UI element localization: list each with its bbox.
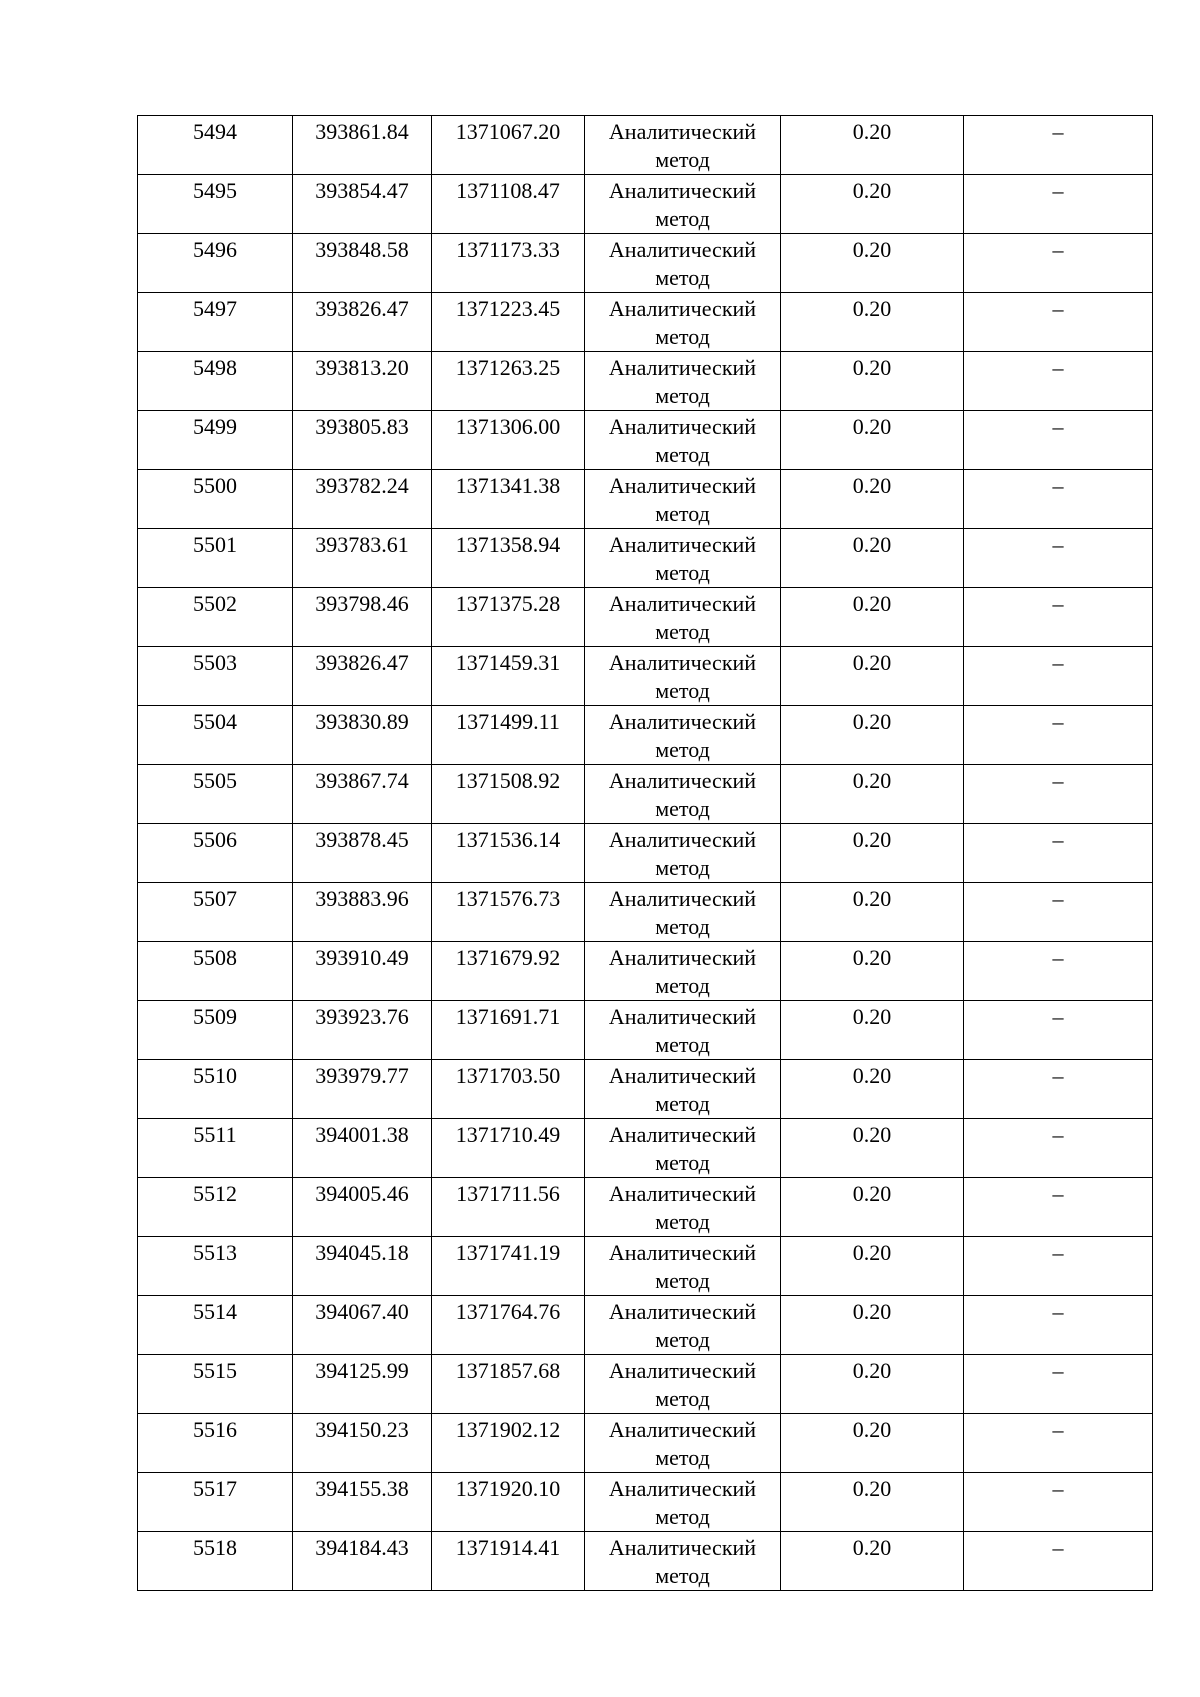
note-cell: –: [964, 824, 1153, 883]
note-cell: –: [964, 1060, 1153, 1119]
method-cell: [585, 1473, 781, 1532]
note-cell: –: [964, 529, 1153, 588]
note-cell: –: [964, 883, 1153, 942]
method-line-1: Аналитический: [608, 1181, 757, 1206]
method-cell: [585, 942, 781, 1001]
x-coordinate-cell: 393805.83: [293, 411, 432, 470]
note-cell: –: [964, 1237, 1153, 1296]
method-line-2: метод: [655, 737, 710, 762]
method-line-1: Аналитический: [608, 119, 757, 144]
method-line-1: Аналитический: [608, 1004, 757, 1029]
note-cell: –: [964, 942, 1153, 1001]
note-cell: –: [964, 234, 1153, 293]
method-line-1: Аналитический: [608, 768, 757, 793]
error-cell: 0.20: [781, 1237, 964, 1296]
x-coordinate-cell: 393782.24: [293, 470, 432, 529]
table-row: [138, 883, 1153, 942]
table-row: [138, 470, 1153, 529]
error-cell: 0.20: [781, 529, 964, 588]
method-line-2: метод: [655, 1209, 710, 1234]
method-cell: [585, 883, 781, 942]
note-cell: –: [964, 588, 1153, 647]
method-cell: [585, 411, 781, 470]
table-row: [138, 1532, 1153, 1591]
method-line-1: Аналитический: [608, 532, 757, 557]
y-coordinate-cell: 1371902.12: [432, 1414, 585, 1473]
method-cell: [585, 1414, 781, 1473]
table-row: [138, 293, 1153, 352]
point-number-cell: 5494: [138, 116, 293, 175]
method-line-2: метод: [655, 855, 710, 880]
method-cell: [585, 1296, 781, 1355]
note-cell: –: [964, 1355, 1153, 1414]
x-coordinate-cell: 394125.99: [293, 1355, 432, 1414]
method-line-2: метод: [655, 147, 710, 172]
y-coordinate-cell: 1371679.92: [432, 942, 585, 1001]
method-line-1: Аналитический: [608, 1240, 757, 1265]
error-cell: 0.20: [781, 116, 964, 175]
method-line-2: метод: [655, 1268, 710, 1293]
error-cell: 0.20: [781, 1178, 964, 1237]
method-cell: [585, 529, 781, 588]
note-cell: –: [964, 1296, 1153, 1355]
x-coordinate-cell: 394001.38: [293, 1119, 432, 1178]
error-cell: 0.20: [781, 470, 964, 529]
method-cell: [585, 765, 781, 824]
method-line-2: метод: [655, 1563, 710, 1588]
y-coordinate-cell: 1371691.71: [432, 1001, 585, 1060]
method-line-1: Аналитический: [608, 1299, 757, 1324]
table-row: [138, 1001, 1153, 1060]
point-number-cell: 5515: [138, 1355, 293, 1414]
point-number-cell: 5509: [138, 1001, 293, 1060]
y-coordinate-cell: 1371741.19: [432, 1237, 585, 1296]
table-row: [138, 588, 1153, 647]
method-cell: [585, 116, 781, 175]
point-number-cell: 5501: [138, 529, 293, 588]
table-row: [138, 1473, 1153, 1532]
method-line-2: метод: [655, 501, 710, 526]
y-coordinate-cell: 1371263.25: [432, 352, 585, 411]
method-cell: [585, 1532, 781, 1591]
point-number-cell: 5512: [138, 1178, 293, 1237]
table-body: [138, 116, 1153, 1591]
error-cell: 0.20: [781, 1532, 964, 1591]
error-cell: 0.20: [781, 1060, 964, 1119]
method-cell: [585, 1237, 781, 1296]
method-cell: [585, 588, 781, 647]
y-coordinate-cell: 1371857.68: [432, 1355, 585, 1414]
x-coordinate-cell: 393883.96: [293, 883, 432, 942]
y-coordinate-cell: 1371711.56: [432, 1178, 585, 1237]
note-cell: –: [964, 175, 1153, 234]
point-number-cell: 5508: [138, 942, 293, 1001]
point-number-cell: 5502: [138, 588, 293, 647]
point-number-cell: 5513: [138, 1237, 293, 1296]
x-coordinate-cell: 394155.38: [293, 1473, 432, 1532]
error-cell: 0.20: [781, 588, 964, 647]
x-coordinate-cell: 393826.47: [293, 647, 432, 706]
point-number-cell: 5516: [138, 1414, 293, 1473]
error-cell: 0.20: [781, 706, 964, 765]
method-line-2: метод: [655, 560, 710, 585]
y-coordinate-cell: 1371764.76: [432, 1296, 585, 1355]
point-number-cell: 5517: [138, 1473, 293, 1532]
x-coordinate-cell: 394150.23: [293, 1414, 432, 1473]
table-row: [138, 411, 1153, 470]
method-line-1: Аналитический: [608, 1417, 757, 1442]
point-number-cell: 5506: [138, 824, 293, 883]
method-line-1: Аналитический: [608, 1122, 757, 1147]
error-cell: 0.20: [781, 883, 964, 942]
method-cell: [585, 1060, 781, 1119]
table-row: [138, 706, 1153, 765]
method-line-1: Аналитический: [608, 1476, 757, 1501]
point-number-cell: 5514: [138, 1296, 293, 1355]
y-coordinate-cell: 1371710.49: [432, 1119, 585, 1178]
y-coordinate-cell: 1371576.73: [432, 883, 585, 942]
y-coordinate-cell: 1371375.28: [432, 588, 585, 647]
method-line-2: метод: [655, 324, 710, 349]
table-row: [138, 1355, 1153, 1414]
error-cell: 0.20: [781, 175, 964, 234]
table-row: [138, 1178, 1153, 1237]
method-line-2: метод: [655, 1327, 710, 1352]
method-cell: [585, 706, 781, 765]
method-line-1: Аналитический: [608, 178, 757, 203]
point-number-cell: 5495: [138, 175, 293, 234]
x-coordinate-cell: 393979.77: [293, 1060, 432, 1119]
method-line-1: Аналитический: [608, 591, 757, 616]
error-cell: 0.20: [781, 352, 964, 411]
method-line-1: Аналитический: [608, 1358, 757, 1383]
method-line-1: Аналитический: [608, 296, 757, 321]
method-cell: [585, 234, 781, 293]
table-row: [138, 1119, 1153, 1178]
note-cell: –: [964, 1532, 1153, 1591]
point-number-cell: 5499: [138, 411, 293, 470]
table-row: [138, 234, 1153, 293]
error-cell: 0.20: [781, 1296, 964, 1355]
x-coordinate-cell: 393923.76: [293, 1001, 432, 1060]
y-coordinate-cell: 1371920.10: [432, 1473, 585, 1532]
method-cell: [585, 647, 781, 706]
x-coordinate-cell: 393878.45: [293, 824, 432, 883]
method-line-1: Аналитический: [608, 473, 757, 498]
method-cell: [585, 352, 781, 411]
note-cell: –: [964, 116, 1153, 175]
method-line-2: метод: [655, 383, 710, 408]
x-coordinate-cell: 393848.58: [293, 234, 432, 293]
point-number-cell: 5510: [138, 1060, 293, 1119]
method-line-1: Аналитический: [608, 709, 757, 734]
point-number-cell: 5507: [138, 883, 293, 942]
method-line-1: Аналитический: [608, 650, 757, 675]
method-cell: [585, 824, 781, 883]
method-line-2: метод: [655, 442, 710, 467]
y-coordinate-cell: 1371108.47: [432, 175, 585, 234]
x-coordinate-cell: 393783.61: [293, 529, 432, 588]
x-coordinate-cell: 393830.89: [293, 706, 432, 765]
error-cell: 0.20: [781, 1473, 964, 1532]
x-coordinate-cell: 393826.47: [293, 293, 432, 352]
error-cell: 0.20: [781, 293, 964, 352]
method-line-2: метод: [655, 619, 710, 644]
x-coordinate-cell: 393910.49: [293, 942, 432, 1001]
note-cell: –: [964, 352, 1153, 411]
table-row: [138, 1060, 1153, 1119]
x-coordinate-cell: 394067.40: [293, 1296, 432, 1355]
table-row: [138, 1414, 1153, 1473]
point-number-cell: 5503: [138, 647, 293, 706]
y-coordinate-cell: 1371703.50: [432, 1060, 585, 1119]
y-coordinate-cell: 1371536.14: [432, 824, 585, 883]
x-coordinate-cell: 394184.43: [293, 1532, 432, 1591]
method-line-2: метод: [655, 914, 710, 939]
method-line-2: метод: [655, 973, 710, 998]
method-line-1: Аналитический: [608, 1063, 757, 1088]
y-coordinate-cell: 1371358.94: [432, 529, 585, 588]
x-coordinate-cell: 394045.18: [293, 1237, 432, 1296]
note-cell: –: [964, 1178, 1153, 1237]
x-coordinate-cell: 394005.46: [293, 1178, 432, 1237]
table-row: [138, 942, 1153, 1001]
method-line-1: Аналитический: [608, 1535, 757, 1560]
method-line-2: метод: [655, 1032, 710, 1057]
method-line-2: метод: [655, 678, 710, 703]
table-row: [138, 175, 1153, 234]
y-coordinate-cell: 1371914.41: [432, 1532, 585, 1591]
note-cell: –: [964, 647, 1153, 706]
method-line-2: метод: [655, 1504, 710, 1529]
method-cell: [585, 1001, 781, 1060]
point-number-cell: 5498: [138, 352, 293, 411]
method-line-1: Аналитический: [608, 945, 757, 970]
point-number-cell: 5511: [138, 1119, 293, 1178]
table-row: [138, 529, 1153, 588]
table-row: [138, 647, 1153, 706]
error-cell: 0.20: [781, 234, 964, 293]
y-coordinate-cell: 1371223.45: [432, 293, 585, 352]
method-line-2: метод: [655, 1445, 710, 1470]
error-cell: 0.20: [781, 1001, 964, 1060]
method-line-1: Аналитический: [608, 886, 757, 911]
note-cell: –: [964, 1119, 1153, 1178]
y-coordinate-cell: 1371067.20: [432, 116, 585, 175]
note-cell: –: [964, 706, 1153, 765]
point-number-cell: 5504: [138, 706, 293, 765]
x-coordinate-cell: 393861.84: [293, 116, 432, 175]
method-line-1: Аналитический: [608, 414, 757, 439]
error-cell: 0.20: [781, 1355, 964, 1414]
x-coordinate-cell: 393867.74: [293, 765, 432, 824]
error-cell: 0.20: [781, 765, 964, 824]
method-line-2: метод: [655, 796, 710, 821]
y-coordinate-cell: 1371508.92: [432, 765, 585, 824]
table-row: [138, 116, 1153, 175]
note-cell: –: [964, 411, 1153, 470]
y-coordinate-cell: 1371341.38: [432, 470, 585, 529]
error-cell: 0.20: [781, 647, 964, 706]
method-line-2: метод: [655, 206, 710, 231]
x-coordinate-cell: 393813.20: [293, 352, 432, 411]
note-cell: –: [964, 293, 1153, 352]
method-line-2: метод: [655, 1386, 710, 1411]
table-row: [138, 824, 1153, 883]
note-cell: –: [964, 1001, 1153, 1060]
note-cell: –: [964, 1473, 1153, 1532]
method-line-2: метод: [655, 265, 710, 290]
note-cell: –: [964, 765, 1153, 824]
point-number-cell: 5497: [138, 293, 293, 352]
y-coordinate-cell: 1371173.33: [432, 234, 585, 293]
method-line-1: Аналитический: [608, 355, 757, 380]
error-cell: 0.20: [781, 942, 964, 1001]
method-cell: [585, 470, 781, 529]
method-line-2: метод: [655, 1091, 710, 1116]
point-number-cell: 5500: [138, 470, 293, 529]
error-cell: 0.20: [781, 1414, 964, 1473]
method-cell: [585, 293, 781, 352]
note-cell: –: [964, 470, 1153, 529]
method-cell: [585, 175, 781, 234]
note-cell: –: [964, 1414, 1153, 1473]
method-cell: [585, 1119, 781, 1178]
error-cell: 0.20: [781, 1119, 964, 1178]
table-row: [138, 1237, 1153, 1296]
coordinates-table: [137, 115, 1153, 1591]
point-number-cell: 5518: [138, 1532, 293, 1591]
method-line-2: метод: [655, 1150, 710, 1175]
y-coordinate-cell: 1371499.11: [432, 706, 585, 765]
method-cell: [585, 1355, 781, 1414]
table-row: [138, 1296, 1153, 1355]
error-cell: 0.20: [781, 411, 964, 470]
y-coordinate-cell: 1371306.00: [432, 411, 585, 470]
point-number-cell: 5505: [138, 765, 293, 824]
x-coordinate-cell: 393854.47: [293, 175, 432, 234]
error-cell: 0.20: [781, 824, 964, 883]
method-line-1: Аналитический: [608, 237, 757, 262]
table-row: [138, 765, 1153, 824]
x-coordinate-cell: 393798.46: [293, 588, 432, 647]
table-row: [138, 352, 1153, 411]
method-cell: [585, 1178, 781, 1237]
point-number-cell: 5496: [138, 234, 293, 293]
method-line-1: Аналитический: [608, 827, 757, 852]
y-coordinate-cell: 1371459.31: [432, 647, 585, 706]
